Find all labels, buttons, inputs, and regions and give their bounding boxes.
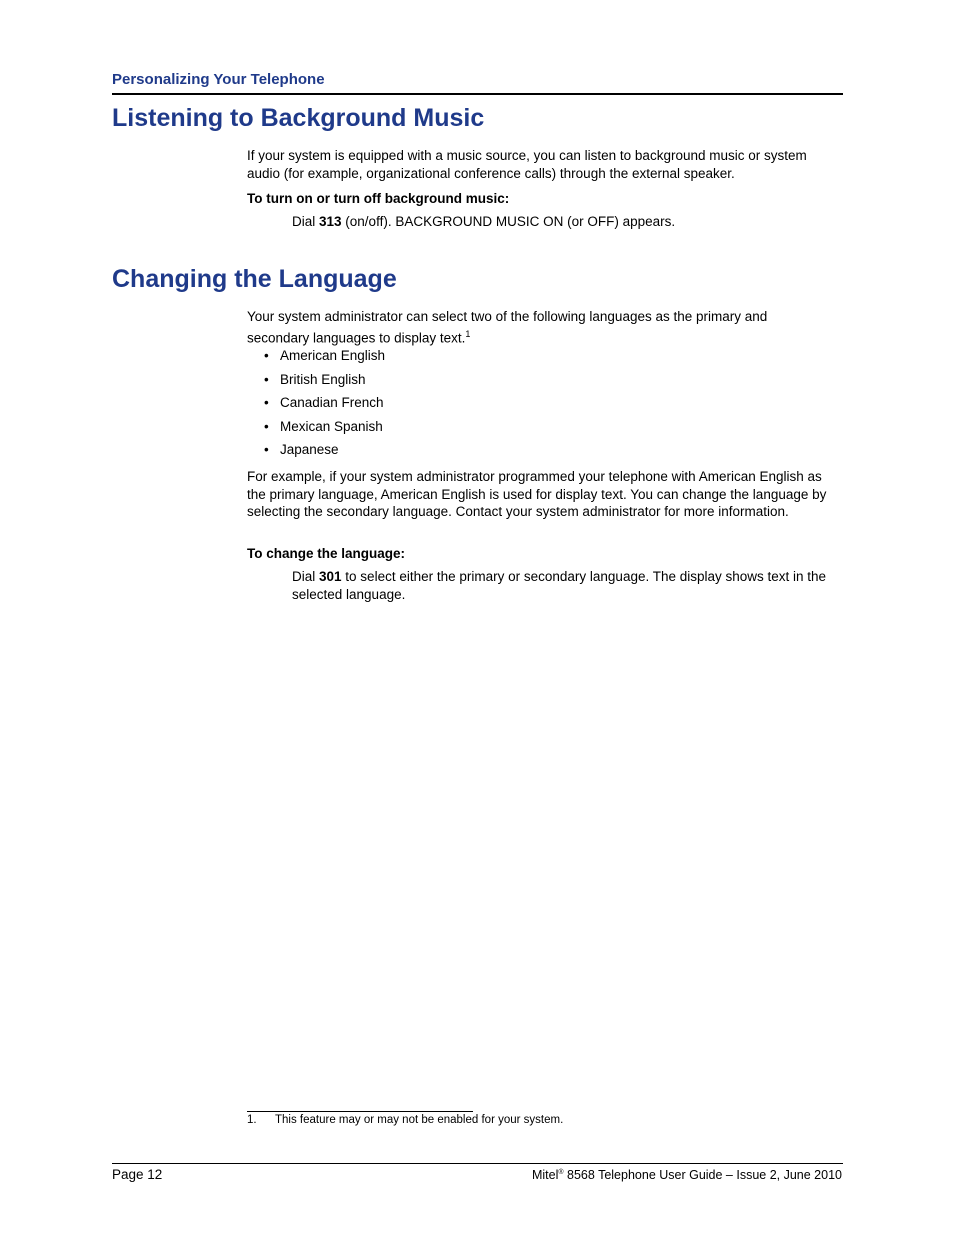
list-item: • Canadian French — [247, 394, 385, 418]
footnote-reference: 1 — [465, 328, 471, 339]
footer-rule — [112, 1163, 843, 1164]
footnote-number: 1. — [247, 1114, 257, 1126]
list-item: • Japanese — [247, 441, 385, 465]
step-code: 313 — [319, 214, 342, 229]
language-procedure-title: To change the language: — [247, 546, 406, 561]
guide-title-text: 8568 Telephone User Guide – Issue 2, June 2010 — [563, 1168, 842, 1182]
language-intro-text: Your system administrator can select two of the following languages as the primary and secondary languages to display text. — [247, 309, 768, 345]
language-list — [247, 347, 385, 465]
footnote-text: This feature may or may not be enabled for your system. — [275, 1114, 564, 1126]
step-code: 301 — [319, 569, 342, 584]
language-example: For example, if your system administrator programmed your telephone with American English as the primary language, American English is used for display text. You can change the language by selecting the secondary language. Contact your system administrator for more information. — [247, 469, 827, 519]
language-step — [292, 568, 842, 604]
step-prefix: Dial — [292, 214, 320, 229]
section-title-language: Changing the Language — [112, 265, 397, 293]
step-prefix: Dial — [292, 569, 320, 584]
background-music-step — [292, 213, 842, 231]
background-music-procedure-title: To turn on or turn off background music: — [247, 191, 510, 206]
list-item: • British English — [247, 371, 385, 395]
page-number: Page 12 — [112, 1167, 163, 1182]
registered-mark: ® — [558, 1168, 564, 1176]
running-head: Personalizing Your Telephone — [112, 71, 325, 88]
step-suffix: to select either the primary or secondary language. The display shows text in the selected language. — [292, 569, 827, 602]
language-intro — [247, 308, 822, 347]
guide-title — [532, 1168, 842, 1182]
brand-name: Mitel — [531, 1168, 559, 1182]
background-music-intro: If your system is equipped with a music source, you can listen to background music or system audio (for example, organizational conference calls) through the external speaker. — [247, 148, 807, 181]
footnote — [247, 1114, 563, 1126]
footnote-rule — [247, 1111, 473, 1112]
step-suffix: (on/off). BACKGROUND MUSIC ON (or OFF) appears. — [341, 214, 676, 229]
list-item: • Mexican Spanish — [247, 418, 385, 442]
section-title-background-music: Listening to Background Music — [112, 104, 485, 132]
header-rule — [112, 93, 843, 95]
list-item: • American English — [247, 347, 385, 371]
